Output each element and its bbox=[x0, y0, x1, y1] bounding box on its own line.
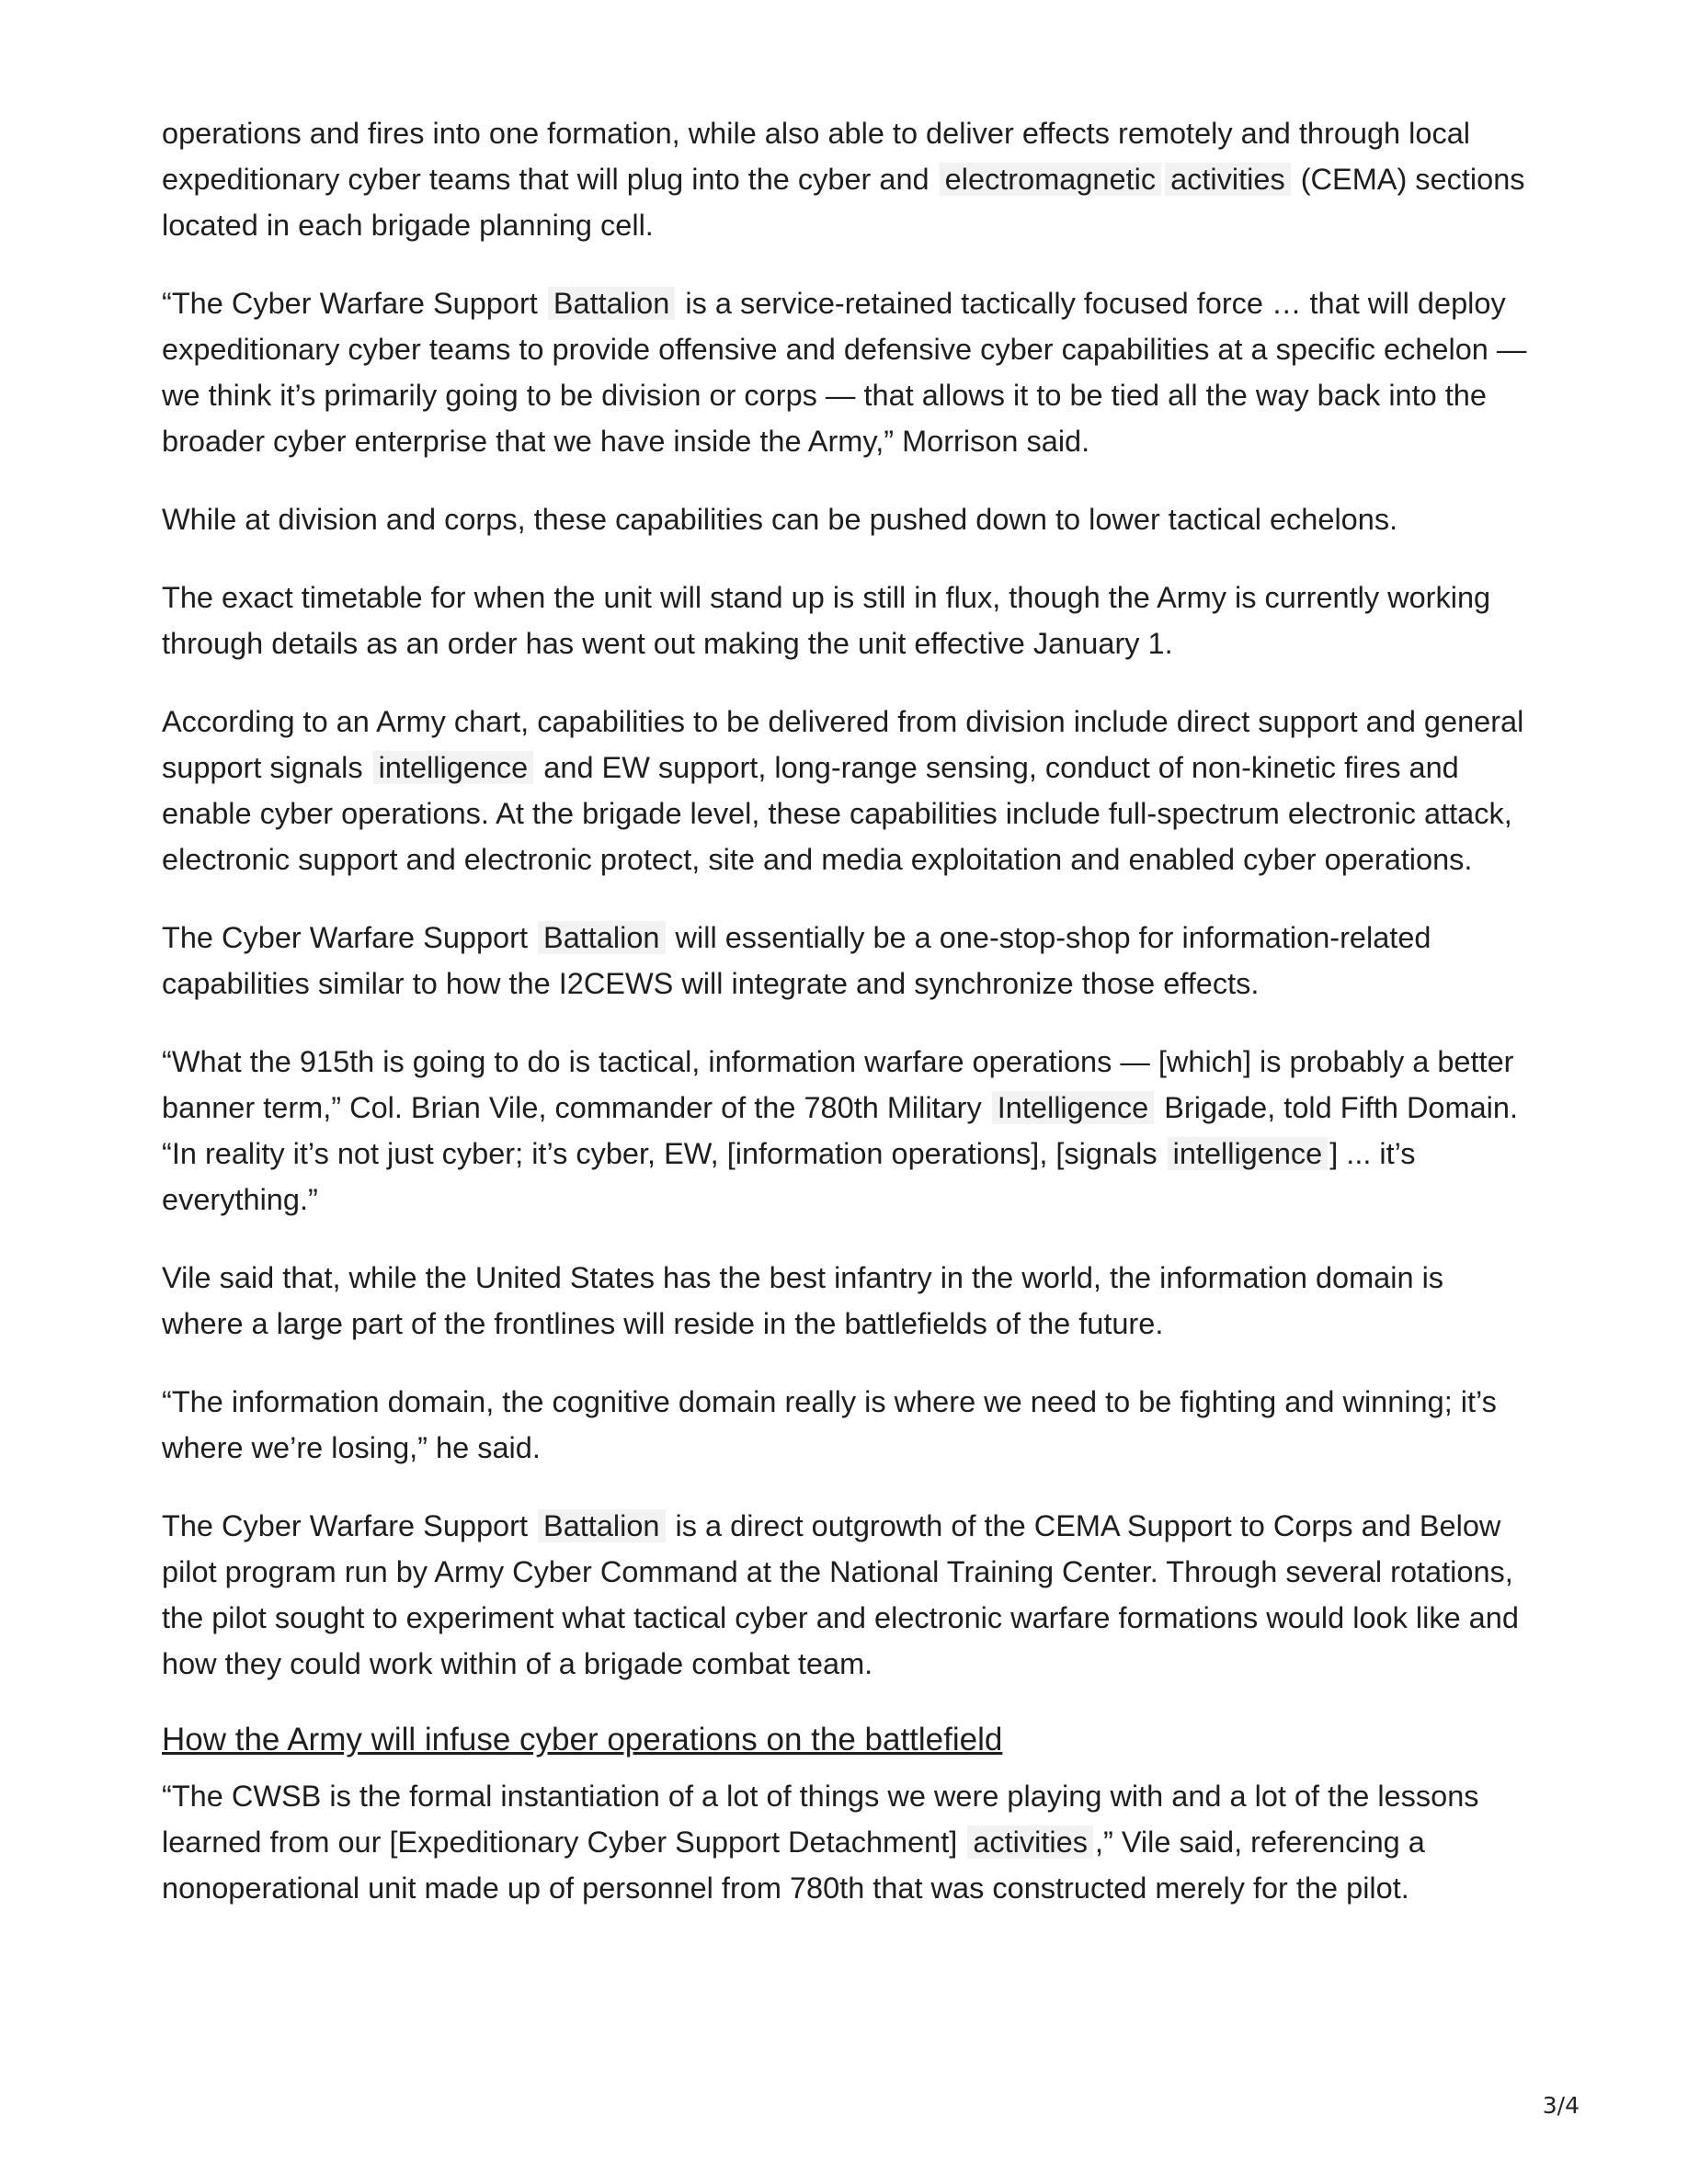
highlight-term[interactable]: Battalion bbox=[538, 1509, 665, 1542]
paragraph-cognitive-domain: “The information domain, the cognitive domain really is where we need to be fighting and winning; it’s where we’re losing,” he said. bbox=[162, 1385, 1497, 1464]
text-segment: Brigade, told Fifth Domain. “In reality it’s not just cyber; it’s cyber, EW, [information operations], [signals bbox=[162, 1091, 1518, 1170]
paragraph-echelons: While at division and corps, these capabilities can be pushed down to lower tactical echelons. bbox=[162, 503, 1398, 536]
paragraph-cema-sections bbox=[162, 110, 1532, 248]
paragraph-cwsb-instantiation bbox=[162, 1773, 1532, 1911]
paragraph-one-stop-shop bbox=[162, 915, 1532, 1007]
highlight-term[interactable]: electromagnetic bbox=[940, 163, 1161, 196]
text-segment: “The Cyber Warfare Support bbox=[162, 287, 546, 320]
highlight-term[interactable]: activities bbox=[967, 1826, 1093, 1859]
paragraph-infantry: Vile said that, while the United States has the best infantry in the world, the information domain is where a large part of the frontlines will reside in the battlefields of the future. bbox=[162, 1261, 1444, 1340]
text-segment: and EW support, long-range sensing, conduct of non-kinetic fires and enable cyber operations. At the brigade level, these capabilities include full-spectrum electronic attack, electronic support and electronic protect, site and media exploitation and enabled cyber operations. bbox=[162, 751, 1512, 876]
highlight-term[interactable]: activities bbox=[1165, 163, 1291, 196]
paragraph-capabilities bbox=[162, 699, 1532, 882]
text-segment: ] ... it’s everything.” bbox=[162, 1137, 1416, 1216]
paragraph-timetable: The exact timetable for when the unit will stand up is still in flux, though the Army is currently working through details as an order has went out making the unit effective January 1. bbox=[162, 581, 1491, 660]
article-body bbox=[162, 110, 1532, 1943]
paragraph-vile-quote bbox=[162, 1039, 1532, 1223]
highlight-term[interactable]: intelligence bbox=[1168, 1137, 1329, 1170]
highlight-term[interactable]: Battalion bbox=[548, 287, 675, 320]
highlight-term[interactable]: Intelligence bbox=[992, 1091, 1154, 1124]
text-segment: According to an Army chart, capabilities to be delivered from division include direct support and general support signals bbox=[162, 705, 1524, 784]
highlight-term[interactable]: intelligence bbox=[373, 751, 534, 784]
text-segment: (CEMA) sections located in each brigade planning cell. bbox=[162, 163, 1525, 242]
page-number: 3/4 bbox=[1542, 2092, 1580, 2119]
text-segment: The Cyber Warfare Support bbox=[162, 1509, 537, 1542]
highlight-term[interactable]: Battalion bbox=[538, 921, 665, 954]
paragraph-morrison-quote bbox=[162, 280, 1532, 464]
paragraph-pilot-program bbox=[162, 1503, 1532, 1687]
text-segment: will essentially be a one-stop-shop for information-related capabilities similar to how the I2CEWS will integrate and synchronize those effects. bbox=[162, 921, 1431, 1000]
related-article-link[interactable]: How the Army will infuse cyber operations on the battlefield bbox=[162, 1722, 1003, 1757]
text-segment: “The CWSB is the formal instantiation of a lot of things we were playing with and a lot of the lessons learned from our [Expeditionary Cyber Support Detachment] bbox=[162, 1780, 1479, 1859]
text-segment: is a direct outgrowth of the CEMA Support to Corps and Below pilot program run by Army Cyber Command at the National Training Center. Through several rotations, the pilot sought to experiment what tactical cyber and electronic warfare formations would look like and how they could work within of a brigade combat team. bbox=[162, 1509, 1519, 1680]
text-segment: ,” Vile said, referencing a nonoperational unit made up of personnel from 780th that was constructed merely for the pilot. bbox=[162, 1826, 1425, 1905]
text-segment: The Cyber Warfare Support bbox=[162, 921, 537, 954]
text-segment: operations and fires into one formation, while also able to deliver effects remotely and through local expeditionary cyber teams that will plug into the cyber and bbox=[162, 117, 1471, 196]
text-segment: “What the 915th is going to do is tactical, information warfare operations — [which] is probably a better banner term,” Col. Brian Vile, commander of the 780th Military bbox=[162, 1045, 1514, 1124]
text-segment: is a service-retained tactically focused force … that will deploy expeditionary cyber teams to provide offensive and defensive cyber capabilities at a specific echelon — we think it’s primarily going to be division or corps — that allows it to be tied all the way back into the broader cyber enterprise that we have inside the Army,” Morrison said. bbox=[162, 287, 1527, 458]
